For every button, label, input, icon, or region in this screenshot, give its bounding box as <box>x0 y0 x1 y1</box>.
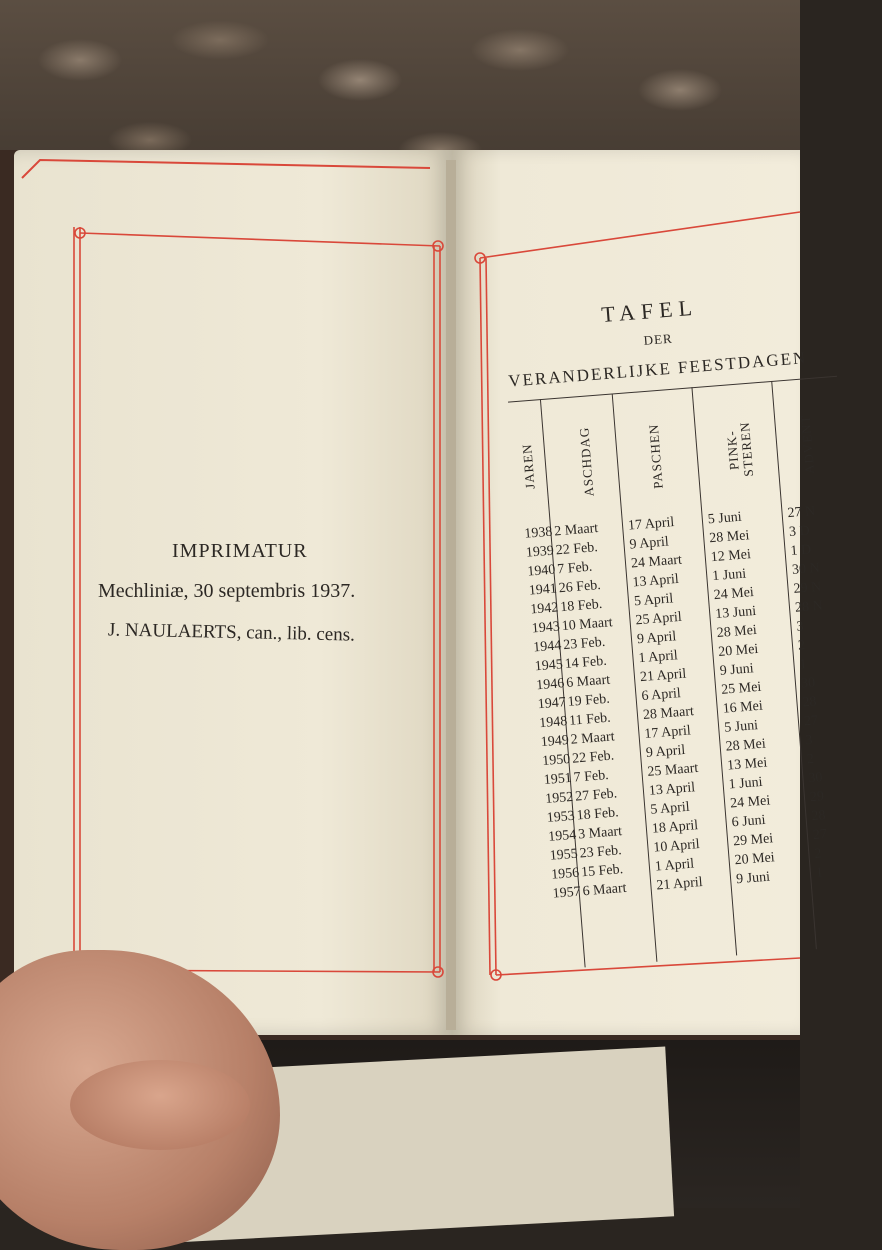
column-header-paschen: PASCHEN <box>646 423 667 490</box>
aschdag-cell: 26 Feb. <box>558 578 602 597</box>
year-cell: 1938 <box>523 524 553 542</box>
pinksteren-cell: 28 Mei <box>708 528 750 547</box>
paschen-cell: 5 April <box>649 799 691 818</box>
pinksteren-cell: 20 Mei <box>734 850 776 869</box>
paschen-cell: 21 April <box>655 874 704 894</box>
year-cell: 1945 <box>534 657 564 675</box>
paschen-cell: 24 Maart <box>630 552 683 572</box>
year-cell: 1952 <box>544 789 574 807</box>
table-title: TAFEL <box>600 294 699 328</box>
aschdag-cell: 11 Feb. <box>568 710 612 729</box>
aschdag-cell: 3 Maart <box>577 824 623 843</box>
year-cell: 1950 <box>541 751 571 770</box>
imprimatur-heading: IMPRIMATUR <box>172 540 308 562</box>
aschdag-cell: 6 Maart <box>565 672 611 691</box>
paschen-cell: 17 April <box>627 515 675 534</box>
pinksteren-cell: 1 Juni <box>711 566 747 585</box>
advent-cell: 28 <box>810 808 827 825</box>
advent-cell: 29 N <box>793 579 822 597</box>
feast-table-rows <box>518 501 847 902</box>
year-cell: 1946 <box>535 676 565 694</box>
paschen-cell: 18 April <box>651 818 699 837</box>
advent-cell: 28 N <box>794 598 824 616</box>
paschen-cell: 1 April <box>637 648 679 667</box>
feast-table-page <box>500 274 880 948</box>
advent-cell: 1 D <box>790 542 812 559</box>
left-corner-ornament <box>22 160 430 178</box>
paschen-cell: 5 April <box>633 591 674 610</box>
paschen-cell: 10 April <box>652 837 701 856</box>
advent-cell: 29 <box>809 789 825 806</box>
paschen-cell: 13 April <box>632 571 680 591</box>
pinksteren-cell: 28 Mei <box>725 736 767 755</box>
pinksteren-cell: 9 Juni <box>719 661 755 679</box>
pinksteren-cell: 25 Mei <box>720 679 762 698</box>
aschdag-cell: 22 Feb. <box>555 540 599 559</box>
pinksteren-cell: 13 Juni <box>714 603 757 623</box>
imprimatur-censor: J. NAULAERTS, can., lib. cens. <box>107 619 356 646</box>
advent-cell: 2 <box>797 638 806 654</box>
advent-cell: 30 N <box>791 560 821 578</box>
year-cell: 1941 <box>528 581 558 599</box>
advent-cell: 30 <box>807 770 824 787</box>
aschdag-cell: 2 Maart <box>553 521 599 540</box>
pinksteren-cell: 29 Mei <box>732 831 774 850</box>
year-cell: 1944 <box>532 638 562 656</box>
pinksteren-cell: 6 Juni <box>731 812 767 831</box>
aschdag-cell: 18 Feb. <box>559 596 603 616</box>
aschdag-cell: 7 Feb. <box>556 559 593 578</box>
paschen-cell: 6 April <box>640 686 682 705</box>
paschen-cell: 21 April <box>639 666 687 686</box>
paschen-cell: 17 April <box>643 723 692 742</box>
advent-cell: 2 <box>813 846 823 863</box>
pinksteren-cell: 5 Juni <box>723 718 759 736</box>
year-cell: 1949 <box>540 732 570 751</box>
aschdag-cell: 27 Feb. <box>574 786 618 805</box>
pinksteren-cell: 24 Mei <box>713 585 755 604</box>
aschdag-cell: 2 Maart <box>570 729 616 748</box>
advent-cell: 3 <box>804 732 814 749</box>
table-subtitle: DER <box>643 330 674 348</box>
paschen-cell: 9 April <box>629 534 670 553</box>
paschen-cell: 25 Maart <box>646 760 699 780</box>
year-cell: 1939 <box>525 543 555 561</box>
advent-cell: 27 <box>803 713 819 730</box>
paschen-cell: 1 April <box>654 856 695 875</box>
pinksteren-cell: 13 Mei <box>726 755 768 774</box>
aschdag-cell: 7 Feb. <box>573 767 610 786</box>
year-cell: 1947 <box>537 695 567 713</box>
advent-cell: 27 N <box>787 503 816 522</box>
year-cell: 1957 <box>552 884 582 902</box>
pinksteren-cell: 1 Juni <box>728 774 764 793</box>
column-header-advent: ADVENT <box>797 414 818 475</box>
advent-cell: 30 <box>800 675 816 692</box>
paschen-cell: 25 April <box>635 609 683 629</box>
column-header-jaren: JAREN <box>519 443 538 490</box>
pinksteren-cell: 24 Mei <box>729 793 771 812</box>
pinksteren-cell: 5 Juni <box>707 509 743 528</box>
year-cell: 1951 <box>543 770 573 789</box>
column-header-pinksteren: PINK- STEREN <box>723 421 757 478</box>
advent-cell: 3 <box>796 619 805 635</box>
pinksteren-cell: 20 Mei <box>717 641 759 660</box>
paschen-cell: 9 April <box>636 629 677 648</box>
advent-cell: 2 <box>806 751 815 768</box>
aschdag-cell: 23 Feb. <box>579 843 623 862</box>
year-cell: 1943 <box>531 619 561 637</box>
aschdag-cell: 22 Feb. <box>571 748 615 767</box>
year-cell: 1942 <box>529 600 559 618</box>
aschdag-cell: 19 Feb. <box>567 691 611 710</box>
year-cell: 1940 <box>526 562 556 580</box>
aschdag-cell: 23 Feb. <box>562 634 606 654</box>
column-header-aschdag: ASCHDAG <box>576 426 597 498</box>
pinksteren-cell: 12 Mei <box>710 547 752 566</box>
year-cell: 1955 <box>549 846 579 864</box>
aschdag-cell: 6 Maart <box>582 880 628 900</box>
year-cell: 1948 <box>538 714 568 732</box>
finger <box>70 1060 250 1150</box>
paschen-cell: 9 April <box>645 742 686 761</box>
pinksteren-cell: 16 Mei <box>722 698 764 717</box>
advent-cell: 1 <box>815 865 824 881</box>
advent-cell: 3 D <box>788 523 811 541</box>
advent-cell: 28 <box>801 694 818 711</box>
pinksteren-cell: 9 Juni <box>735 869 771 888</box>
imprimatur-place-date: Mechliniæ, 30 septembris 1937. <box>98 580 356 602</box>
aschdag-cell: 14 Feb. <box>564 653 608 673</box>
year-cell: 1954 <box>547 827 577 845</box>
pinksteren-cell: 28 Mei <box>716 622 758 641</box>
year-cell: 1953 <box>546 808 576 826</box>
advent-cell: 27 <box>812 827 828 844</box>
aschdag-cell: 15 Feb. <box>580 862 624 881</box>
year-cell: 1956 <box>550 865 580 883</box>
advent-cell: 1 <box>798 657 808 673</box>
aschdag-cell: 18 Feb. <box>576 805 620 824</box>
table-heading: VERANDERLIJKE FEESTDAGEN <box>507 348 808 391</box>
aschdag-cell: 10 Maart <box>561 615 614 635</box>
paschen-cell: 13 April <box>648 780 696 799</box>
paschen-cell: 28 Maart <box>642 704 695 724</box>
